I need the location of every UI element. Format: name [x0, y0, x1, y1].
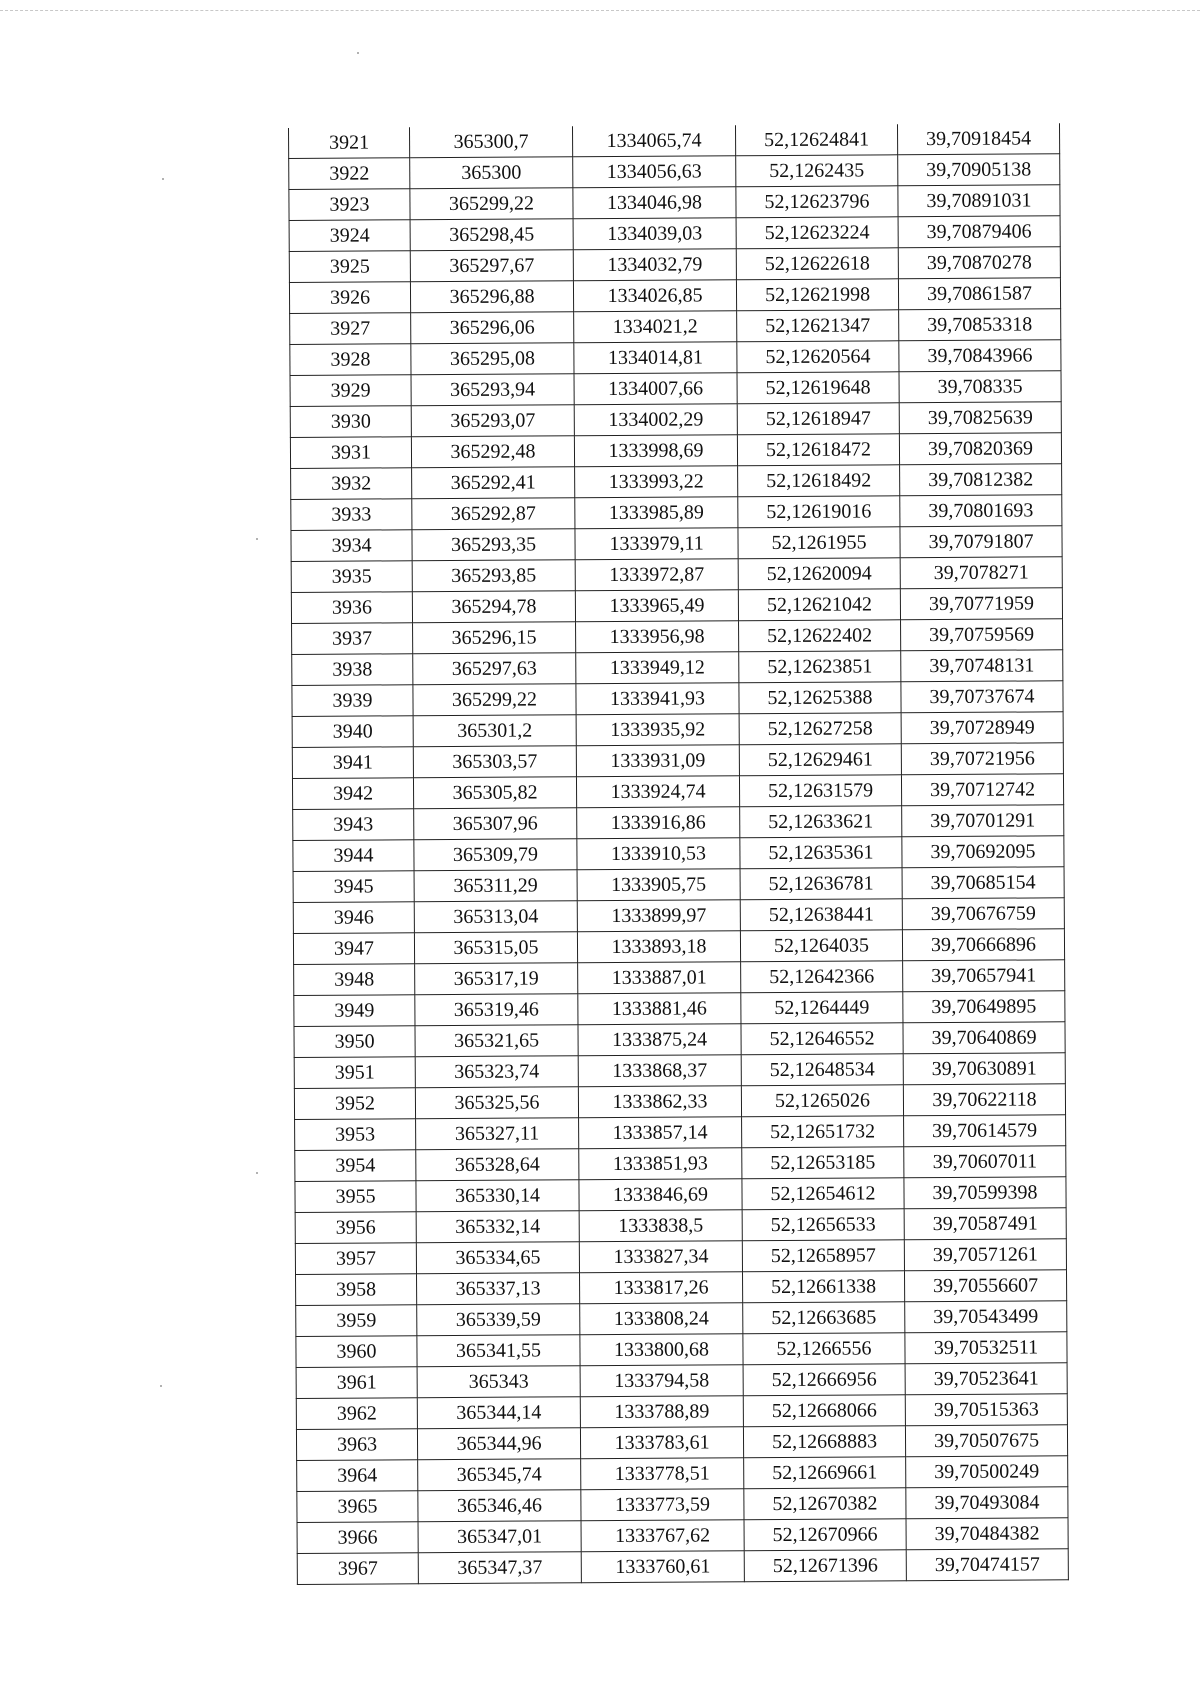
x-coordinate-cell: 365300,7	[409, 126, 572, 157]
table-row	[292, 650, 1063, 686]
table-row	[296, 1394, 1067, 1430]
latitude-cell: 52,12636781	[740, 868, 902, 900]
y-coordinate-cell: 1333993,22	[575, 466, 738, 498]
x-coordinate-cell: 365345,74	[418, 1459, 581, 1491]
point-number-cell: 3957	[295, 1243, 416, 1275]
longitude-cell: 39,70879406	[898, 216, 1060, 248]
table-row	[291, 557, 1062, 593]
y-coordinate-cell: 1333857,14	[579, 1117, 742, 1149]
y-coordinate-cell: 1333851,93	[579, 1148, 742, 1180]
y-coordinate-cell: 1334065,74	[572, 125, 735, 156]
latitude-cell: 52,12622618	[736, 248, 898, 280]
point-number-cell: 3965	[297, 1491, 418, 1523]
y-coordinate-cell: 1333905,75	[577, 869, 740, 901]
latitude-cell: 52,12618472	[737, 434, 899, 466]
coordinates-table	[288, 123, 1069, 1585]
point-number-cell: 3935	[291, 561, 412, 593]
latitude-cell: 52,12623851	[739, 651, 901, 683]
table-row	[294, 991, 1065, 1027]
x-coordinate-cell: 365296,88	[410, 281, 573, 313]
latitude-cell: 52,12642366	[741, 961, 903, 993]
x-coordinate-cell: 365334,65	[416, 1242, 579, 1274]
point-number-cell: 3952	[294, 1088, 415, 1120]
latitude-cell: 52,12618947	[737, 403, 899, 435]
x-coordinate-cell: 365293,94	[411, 374, 574, 406]
x-coordinate-cell: 365299,22	[413, 684, 576, 716]
point-number-cell: 3929	[290, 375, 411, 407]
table-row	[290, 309, 1061, 345]
longitude-cell: 39,70891031	[898, 185, 1060, 217]
table-row	[295, 1208, 1066, 1244]
x-coordinate-cell: 365309,79	[414, 839, 577, 871]
latitude-cell: 52,12666956	[743, 1364, 905, 1396]
y-coordinate-cell: 1333965,49	[575, 590, 738, 622]
longitude-cell: 39,70532511	[905, 1332, 1067, 1364]
point-number-cell: 3951	[294, 1057, 415, 1089]
point-number-cell: 3948	[294, 964, 415, 996]
x-coordinate-cell: 365319,46	[415, 994, 578, 1026]
y-coordinate-cell: 1334039,03	[573, 218, 736, 250]
y-coordinate-cell: 1333767,62	[581, 1520, 744, 1552]
latitude-cell: 52,12621042	[738, 589, 900, 621]
table-row	[295, 1177, 1066, 1213]
longitude-cell: 39,70905138	[898, 154, 1060, 186]
y-coordinate-cell: 1333817,26	[579, 1272, 742, 1304]
point-number-cell: 3942	[292, 778, 413, 810]
scan-speck	[256, 1172, 258, 1174]
x-coordinate-cell: 365341,55	[417, 1335, 580, 1367]
longitude-cell: 39,70523641	[905, 1363, 1067, 1395]
table-row	[291, 588, 1062, 624]
latitude-cell: 52,12631579	[739, 775, 901, 807]
x-coordinate-cell: 365293,07	[411, 405, 574, 437]
latitude-cell: 52,12671396	[744, 1550, 906, 1582]
y-coordinate-cell: 1334026,85	[573, 280, 736, 312]
longitude-cell: 39,70599398	[904, 1177, 1066, 1209]
latitude-cell: 52,12629461	[739, 744, 901, 776]
x-coordinate-cell: 365325,56	[415, 1087, 578, 1119]
longitude-cell: 39,70748131	[901, 650, 1063, 682]
latitude-cell: 52,12668883	[743, 1426, 905, 1458]
x-coordinate-cell: 365347,01	[418, 1521, 581, 1553]
y-coordinate-cell: 1333875,24	[578, 1024, 741, 1056]
y-coordinate-cell: 1333985,89	[575, 497, 738, 529]
point-number-cell: 3931	[290, 437, 411, 469]
x-coordinate-cell: 365317,19	[415, 963, 578, 995]
table-row	[294, 1053, 1065, 1089]
y-coordinate-cell: 1333760,61	[581, 1551, 744, 1583]
latitude-cell: 52,1264449	[741, 992, 903, 1024]
latitude-cell: 52,12661338	[742, 1271, 904, 1303]
longitude-cell: 39,70820369	[899, 433, 1061, 465]
scan-speck	[162, 178, 164, 180]
x-coordinate-cell: 365297,63	[413, 653, 576, 685]
longitude-cell: 39,70801693	[900, 495, 1062, 527]
longitude-cell: 39,70692095	[902, 836, 1064, 868]
longitude-cell: 39,70721956	[901, 743, 1063, 775]
point-number-cell: 3947	[293, 933, 414, 965]
latitude-cell: 52,1261955	[738, 527, 900, 559]
latitude-cell: 52,12624841	[735, 124, 897, 155]
point-number-cell: 3953	[295, 1119, 416, 1151]
table-row	[289, 154, 1060, 190]
point-number-cell: 3946	[293, 902, 414, 934]
latitude-cell: 52,1266556	[743, 1333, 905, 1365]
table-row	[293, 898, 1064, 934]
point-number-cell: 3933	[291, 499, 412, 531]
point-number-cell: 3925	[289, 251, 410, 283]
table-row	[292, 681, 1063, 717]
longitude-cell: 39,70571261	[904, 1239, 1066, 1271]
table-row	[295, 1239, 1066, 1275]
x-coordinate-cell: 365292,48	[411, 436, 574, 468]
latitude-cell: 52,12622402	[739, 620, 901, 652]
y-coordinate-cell: 1333868,37	[578, 1055, 741, 1087]
x-coordinate-cell: 365293,35	[412, 529, 575, 561]
point-number-cell: 3936	[291, 592, 412, 624]
table-row	[293, 867, 1064, 903]
y-coordinate-cell: 1333931,09	[576, 745, 739, 777]
x-coordinate-cell: 365296,15	[413, 622, 576, 654]
table-row	[289, 216, 1060, 252]
point-number-cell: 3939	[292, 685, 413, 717]
point-number-cell: 3923	[289, 189, 410, 221]
y-coordinate-cell: 1333808,24	[580, 1303, 743, 1335]
point-number-cell: 3954	[295, 1150, 416, 1182]
longitude-cell: 39,70701291	[902, 805, 1064, 837]
table-row	[291, 495, 1062, 531]
table-row	[291, 464, 1062, 500]
latitude-cell: 52,12620564	[737, 341, 899, 373]
y-coordinate-cell: 1333972,87	[575, 559, 738, 591]
y-coordinate-cell: 1333910,53	[577, 838, 740, 870]
latitude-cell: 52,1264035	[740, 930, 902, 962]
x-coordinate-cell: 365337,13	[417, 1273, 580, 1305]
x-coordinate-cell: 365301,2	[413, 715, 576, 747]
scan-speck	[357, 52, 359, 54]
latitude-cell: 52,12619648	[737, 372, 899, 404]
longitude-cell: 39,7078271	[900, 557, 1062, 589]
point-number-cell: 3949	[294, 995, 415, 1027]
scan-speck	[160, 1385, 162, 1387]
x-coordinate-cell: 365307,96	[414, 808, 577, 840]
x-coordinate-cell: 365295,08	[411, 343, 574, 375]
point-number-cell: 3926	[289, 282, 410, 314]
x-coordinate-cell: 365343	[417, 1366, 580, 1398]
table-row	[292, 774, 1063, 810]
point-number-cell: 3945	[293, 871, 414, 903]
table-row	[291, 526, 1062, 562]
x-coordinate-cell: 365303,57	[413, 746, 576, 778]
x-coordinate-cell: 365327,11	[416, 1118, 579, 1150]
y-coordinate-cell: 1333783,61	[580, 1427, 743, 1459]
point-number-cell: 3962	[296, 1398, 417, 1430]
point-number-cell: 3930	[290, 406, 411, 438]
table-row	[289, 185, 1060, 221]
point-number-cell: 3937	[292, 623, 413, 655]
table-row	[294, 1022, 1065, 1058]
y-coordinate-cell: 1333979,11	[575, 528, 738, 560]
y-coordinate-cell: 1333838,5	[579, 1210, 742, 1242]
point-number-cell: 3956	[295, 1212, 416, 1244]
scan-speck	[256, 538, 258, 540]
table-row	[297, 1518, 1068, 1554]
longitude-cell: 39,70630891	[903, 1053, 1065, 1085]
x-coordinate-cell: 365339,59	[417, 1304, 580, 1336]
longitude-cell: 39,70587491	[904, 1208, 1066, 1240]
latitude-cell: 52,12669661	[744, 1457, 906, 1489]
longitude-cell: 39,70607011	[904, 1146, 1066, 1178]
point-number-cell: 3927	[290, 313, 411, 345]
y-coordinate-cell: 1333788,89	[580, 1396, 743, 1428]
table-row	[295, 1115, 1066, 1151]
longitude-cell: 39,70543499	[905, 1301, 1067, 1333]
table-row	[296, 1332, 1067, 1368]
latitude-cell: 52,12651732	[742, 1116, 904, 1148]
point-number-cell: 3940	[292, 716, 413, 748]
x-coordinate-cell: 365293,85	[412, 560, 575, 592]
y-coordinate-cell: 1334014,81	[574, 342, 737, 374]
x-coordinate-cell: 365305,82	[413, 777, 576, 809]
y-coordinate-cell: 1333916,86	[577, 807, 740, 839]
point-number-cell: 3963	[296, 1429, 417, 1461]
table-row	[293, 836, 1064, 872]
y-coordinate-cell: 1333899,97	[577, 900, 740, 932]
longitude-cell: 39,70676759	[902, 898, 1064, 930]
table-row	[296, 1425, 1067, 1461]
scan-top-edge	[0, 10, 1200, 11]
latitude-cell: 52,12623796	[736, 186, 898, 218]
y-coordinate-cell: 1333887,01	[578, 962, 741, 994]
x-coordinate-cell: 365321,65	[415, 1025, 578, 1057]
y-coordinate-cell: 1333846,69	[579, 1179, 742, 1211]
x-coordinate-cell: 365296,06	[411, 312, 574, 344]
y-coordinate-cell: 1333956,98	[576, 621, 739, 653]
point-number-cell: 3950	[294, 1026, 415, 1058]
longitude-cell: 39,70771959	[900, 588, 1062, 620]
latitude-cell: 52,12621347	[737, 310, 899, 342]
point-number-cell: 3944	[293, 840, 414, 872]
longitude-cell: 39,70640869	[903, 1022, 1065, 1054]
longitude-cell: 39,70918454	[897, 123, 1059, 154]
x-coordinate-cell: 365300	[410, 157, 573, 189]
table-row	[294, 1084, 1065, 1120]
longitude-cell: 39,70843966	[899, 340, 1061, 372]
y-coordinate-cell: 1333773,59	[581, 1489, 744, 1521]
x-coordinate-cell: 365315,05	[414, 932, 577, 964]
longitude-cell: 39,70614579	[904, 1115, 1066, 1147]
x-coordinate-cell: 365346,46	[418, 1490, 581, 1522]
latitude-cell: 52,12653185	[742, 1147, 904, 1179]
point-number-cell: 3928	[290, 344, 411, 376]
point-number-cell: 3958	[296, 1274, 417, 1306]
y-coordinate-cell: 1334032,79	[573, 249, 736, 281]
point-number-cell: 3932	[291, 468, 412, 500]
latitude-cell: 52,12619016	[738, 496, 900, 528]
latitude-cell: 52,12633621	[740, 806, 902, 838]
table-row	[297, 1549, 1068, 1585]
longitude-cell: 39,70853318	[899, 309, 1061, 341]
table-row	[290, 433, 1061, 469]
longitude-cell: 39,70737674	[901, 681, 1063, 713]
longitude-cell: 39,70649895	[903, 991, 1065, 1023]
longitude-cell: 39,70507675	[905, 1425, 1067, 1457]
point-number-cell: 3934	[291, 530, 412, 562]
longitude-cell: 39,70791807	[900, 526, 1062, 558]
table-row	[290, 402, 1061, 438]
y-coordinate-cell: 1333794,58	[580, 1365, 743, 1397]
y-coordinate-cell: 1333778,51	[581, 1458, 744, 1490]
y-coordinate-cell: 1334007,66	[574, 373, 737, 405]
y-coordinate-cell: 1334002,29	[574, 404, 737, 436]
point-number-cell: 3959	[296, 1305, 417, 1337]
longitude-cell: 39,70870278	[898, 247, 1060, 279]
x-coordinate-cell: 365347,37	[418, 1552, 581, 1584]
point-number-cell: 3966	[297, 1522, 418, 1554]
latitude-cell: 52,12670966	[744, 1519, 906, 1551]
point-number-cell: 3943	[293, 809, 414, 841]
latitude-cell: 52,12627258	[739, 713, 901, 745]
longitude-cell: 39,70861587	[898, 278, 1060, 310]
latitude-cell: 52,12635361	[740, 837, 902, 869]
latitude-cell: 52,12621998	[736, 279, 898, 311]
x-coordinate-cell: 365297,67	[410, 250, 573, 282]
latitude-cell: 52,12654612	[742, 1178, 904, 1210]
x-coordinate-cell: 365298,45	[410, 219, 573, 251]
latitude-cell: 52,12623224	[736, 217, 898, 249]
longitude-cell: 39,70666896	[902, 929, 1064, 961]
latitude-cell: 52,12648534	[741, 1054, 903, 1086]
point-number-cell: 3955	[295, 1181, 416, 1213]
point-number-cell: 3961	[296, 1367, 417, 1399]
table-row	[292, 712, 1063, 748]
x-coordinate-cell: 365313,04	[414, 901, 577, 933]
longitude-cell: 39,70657941	[903, 960, 1065, 992]
y-coordinate-cell: 1334046,98	[573, 187, 736, 219]
y-coordinate-cell: 1333893,18	[577, 931, 740, 963]
latitude-cell: 52,12670382	[744, 1488, 906, 1520]
y-coordinate-cell: 1334056,63	[573, 156, 736, 188]
table-row	[293, 929, 1064, 965]
point-number-cell: 3967	[297, 1553, 418, 1585]
x-coordinate-cell: 365292,87	[412, 498, 575, 530]
table-row	[289, 278, 1060, 314]
point-number-cell: 3922	[289, 158, 410, 190]
longitude-cell: 39,708335	[899, 371, 1061, 403]
table-row	[292, 619, 1063, 655]
longitude-cell: 39,70825639	[899, 402, 1061, 434]
table-row	[296, 1270, 1067, 1306]
table-row	[296, 1363, 1067, 1399]
y-coordinate-cell: 1333881,46	[578, 993, 741, 1025]
y-coordinate-cell: 1333935,92	[576, 714, 739, 746]
longitude-cell: 39,70474157	[906, 1549, 1068, 1581]
longitude-cell: 39,70712742	[901, 774, 1063, 806]
longitude-cell: 39,70556607	[904, 1270, 1066, 1302]
y-coordinate-cell: 1333941,93	[576, 683, 739, 715]
point-number-cell: 3964	[297, 1460, 418, 1492]
point-number-cell: 3938	[292, 654, 413, 686]
point-number-cell: 3960	[296, 1336, 417, 1368]
x-coordinate-cell: 365311,29	[414, 870, 577, 902]
y-coordinate-cell: 1333800,68	[580, 1334, 743, 1366]
table-row	[290, 371, 1061, 407]
latitude-cell: 52,12618492	[738, 465, 900, 497]
y-coordinate-cell: 1333827,34	[579, 1241, 742, 1273]
x-coordinate-cell: 365294,78	[412, 591, 575, 623]
latitude-cell: 52,12620094	[738, 558, 900, 590]
x-coordinate-cell: 365344,14	[417, 1397, 580, 1429]
latitude-cell: 52,12656533	[742, 1209, 904, 1241]
x-coordinate-cell: 365344,96	[417, 1428, 580, 1460]
latitude-cell: 52,12668066	[743, 1395, 905, 1427]
longitude-cell: 39,70812382	[900, 464, 1062, 496]
table-row	[292, 743, 1063, 779]
x-coordinate-cell: 365328,64	[416, 1149, 579, 1181]
y-coordinate-cell: 1334021,2	[574, 311, 737, 343]
table-row	[297, 1456, 1068, 1492]
longitude-cell: 39,70500249	[906, 1456, 1068, 1488]
x-coordinate-cell: 365330,14	[416, 1180, 579, 1212]
point-number-cell: 3941	[292, 747, 413, 779]
x-coordinate-cell: 365292,41	[412, 467, 575, 499]
latitude-cell: 52,12658957	[742, 1240, 904, 1272]
table-row	[290, 340, 1061, 376]
table-row	[289, 247, 1060, 283]
latitude-cell: 52,12646552	[741, 1023, 903, 1055]
table-row	[296, 1301, 1067, 1337]
x-coordinate-cell: 365332,14	[416, 1211, 579, 1243]
latitude-cell: 52,12638441	[740, 899, 902, 931]
longitude-cell: 39,70759569	[901, 619, 1063, 651]
latitude-cell: 52,12663685	[743, 1302, 905, 1334]
table-row	[297, 1487, 1068, 1523]
table-row	[289, 123, 1060, 158]
latitude-cell: 52,1265026	[741, 1085, 903, 1117]
longitude-cell: 39,70685154	[902, 867, 1064, 899]
y-coordinate-cell: 1333998,69	[574, 435, 737, 467]
y-coordinate-cell: 1333924,74	[576, 776, 739, 808]
table-row	[294, 960, 1065, 996]
longitude-cell: 39,70484382	[906, 1518, 1068, 1550]
table-row	[295, 1146, 1066, 1182]
point-number-cell: 3921	[289, 127, 410, 158]
coordinates-table-body	[289, 123, 1069, 1584]
x-coordinate-cell: 365323,74	[415, 1056, 578, 1088]
longitude-cell: 39,70728949	[901, 712, 1063, 744]
point-number-cell: 3924	[289, 220, 410, 252]
y-coordinate-cell: 1333949,12	[576, 652, 739, 684]
longitude-cell: 39,70622118	[903, 1084, 1065, 1116]
y-coordinate-cell: 1333862,33	[578, 1086, 741, 1118]
latitude-cell: 52,1262435	[736, 155, 898, 187]
longitude-cell: 39,70515363	[905, 1394, 1067, 1426]
longitude-cell: 39,70493084	[906, 1487, 1068, 1519]
latitude-cell: 52,12625388	[739, 682, 901, 714]
x-coordinate-cell: 365299,22	[410, 188, 573, 220]
table-row	[293, 805, 1064, 841]
